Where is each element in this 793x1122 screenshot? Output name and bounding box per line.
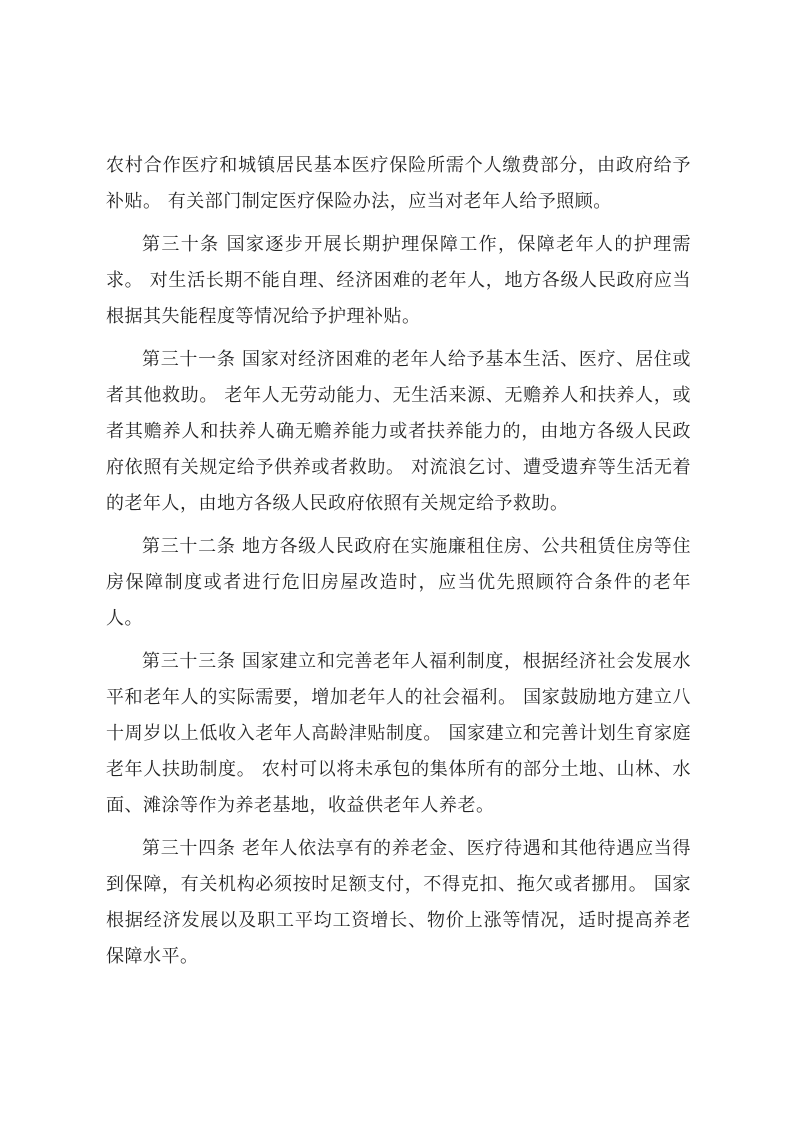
paragraph-article-33: 第三十三条 国家建立和完善老年人福利制度，根据经济社会发展水平和老年人的实际需要，增加老年人的社会福利。 国家鼓励地方建立八十周岁以上低收入老年人高龄津贴制度。 国家建立和完善计划生育家庭老年人扶助制度。 农村可以将未承包的集体所有的部分土地、山林、水面、滩涂等作为养老基地，收益供老年人养老。 <box>106 651 691 816</box>
paragraph-article-30: 第三十条 国家逐步开展长期护理保障工作，保障老年人的护理需求。 对生活长期不能自理、经济困难的老年人，地方各级人民政府应当根据其失能程度等情况给予护理补贴。 <box>106 234 691 327</box>
paragraph-article-34: 第三十四条 老年人依法享有的养老金、医疗待遇和其他待遇应当得到保障，有关机构必须按时足额支付，不得克扣、拖欠或者挪用。 国家根据经济发展以及职工平均工资增长、物价上涨等情况，适时提高养老保障水平。 <box>106 838 691 967</box>
paragraph-continuation: 农村合作医疗和城镇居民基本医疗保险所需个人缴费部分，由政府给予补贴。 有关部门制定医疗保险办法，应当对老年人给予照顾。 <box>106 155 691 212</box>
paragraph-article-31: 第三十一条 国家对经济困难的老年人给予基本生活、医疗、居住或者其他救助。 老年人无劳动能力、无生活来源、无赡养人和扶养人，或者其赡养人和扶养人确无赡养能力或者扶养能力的，由地方各级人民政府依照有关规定给予供养或者救助。 对流浪乞讨、遭受遗弃等生活无着的老年人，由地方各级人民政府依照有关规定给予救助。 <box>106 349 691 514</box>
paragraph-article-32: 第三十二条 地方各级人民政府在实施廉租住房、公共租赁住房等住房保障制度或者进行危旧房屋改造时，应当优先照顾符合条件的老年人。 <box>106 536 691 629</box>
document-body <box>106 148 691 982</box>
